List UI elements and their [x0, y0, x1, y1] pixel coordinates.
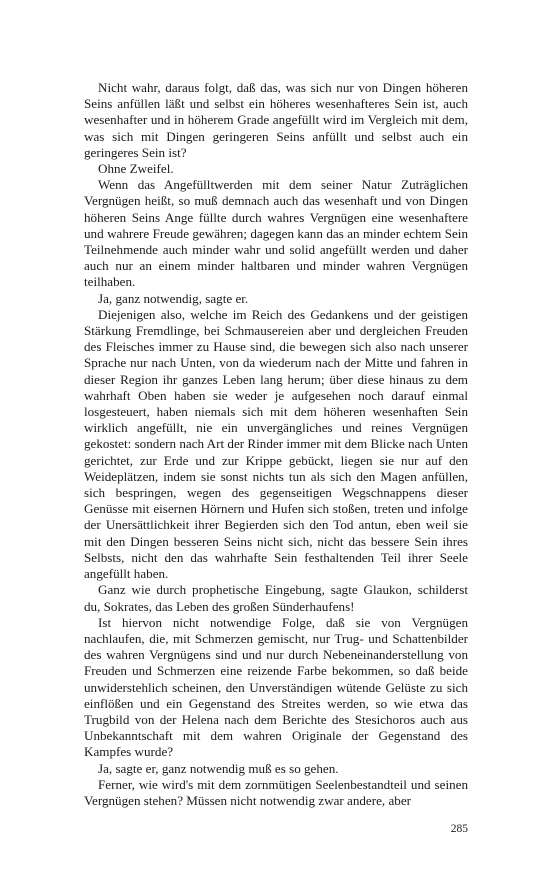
paragraph-3: Wenn das Angefülltwerden mit dem seiner Natur Zuträglichen Vergnügen heißt, so muß demnach auch das wesenhaft und von Dingen höheren Seins Ange füllte durch wahres Vergnügen eine wesenhaftere und wahrere Freude gewähren; dagegen kann das an minder echtem Sein Teilnehmende auch minder wahr und solid angefüllt werden und daher auch nur an einem minder haltbaren und minder wahren Vergnügen teilhaben.: [84, 177, 468, 290]
paragraph-7: Ist hiervon nicht notwendige Folge, daß sie von Vergnügen nachlaufen, die, mit Schmerzen gemischt, nur Trug- und Schattenbilder des wahren Vergnügens sind und nur durch Nebeneinanderstellung von Freuden und Schmerzen eine reizende Farbe bekommen, so daß beide unwiderstehlich scheinen, den Unverständigen wütende Gelüste zu sich einflößen und ein Gegenstand des Streites werden, so wie etwa das Trugbild von der Helena nach dem Berichte des Stesichoros auch aus Unbekanntschaft mit dem wahren Originale der Gegenstand des Kampfes wurde?: [84, 614, 468, 760]
paragraph-6: Ganz wie durch prophetische Eingebung, sagte Glaukon, schilderst du, Sokrates, das Leben des großen Sünderhaufens!: [84, 582, 468, 614]
paragraph-1: Nicht wahr, daraus folgt, daß das, was sich nur von Dingen höheren Seins anfüllen läßt und selbst ein höheres wesenhafteres Sein ist, auch wesenhafter und in höherem Grade angefüllt wird im Vergleich mit dem, was sich mit Dingen geringeren Seins anfüllt und selbst auch ein geringeres Sein ist?: [84, 80, 468, 160]
book-page-text: [84, 80, 468, 809]
paragraph-5: Diejenigen also, welche im Reich des Gedankens und der geistigen Stärkung Fremdlinge, bei Schmausereien aber und dergleichen Freuden des Fleisches immer zu Hause sind, die bewegen sich also nach unserer Sprache nur nach Unten, von da wiederum nach der Mitte und fahren in dieser Region ihr ganzes Leben lang herum; über diese hinaus zu dem wahrhaft Oben haben sie weder je aufgesehen noch darauf einmal losgesteuert, haben niemals sich mit dem höheren wesenhaften Sein wirklich angefüllt, nie ein unvergängliches und reines Vergnügen gekostet: sondern nach Art der Rinder immer mit dem Blicke nach Unten gerichtet, zur Erde und zur Krippe gebückt, liegen sie nur auf den Weideplätzen, indem sie sonst nichts tun als sich den Magen anfüllen, sich bespringen, wegen des gegenseitigen Wegschnappens dieser Genüsse mit eisernen Hörnern und Hufen sich stoßen, treten und infolge der Unersättlichkeit ihrer Begierden sich den Tod antun, eben weil sie mit den Dingen besseren Seins nicht sich, nicht das bessere Sein ihres Selbsts, nicht den das wahrhafte Sein festhaltenden Teil ihrer Seele angefüllt haben.: [84, 306, 468, 582]
page-number: 285: [450, 823, 468, 835]
paragraph-9: Ferner, wie wird's mit dem zornmütigen Seelenbestandteil und seinen Vergnügen stehen? Müssen nicht notwendig zwar andere, aber: [84, 776, 468, 808]
paragraph-4: Ja, ganz notwendig, sagte er.: [98, 290, 249, 306]
paragraph-2: Ohne Zweifel.: [98, 161, 174, 177]
paragraph-8: Ja, sagte er, ganz notwendig muß es so gehen.: [98, 760, 339, 776]
